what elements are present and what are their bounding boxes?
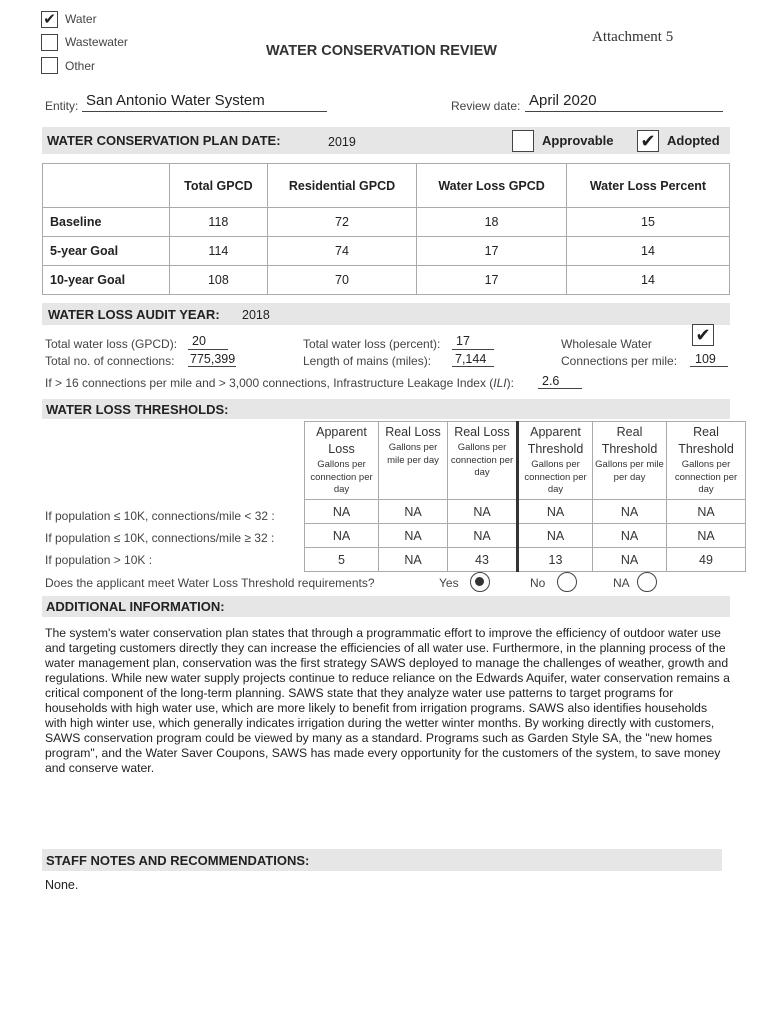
- threshold-question: Does the applicant meet Water Loss Threshold requirements?: [45, 576, 375, 590]
- thr-cell: NA: [593, 500, 667, 524]
- thr-row-label-2: If population ≤ 10K, connections/mile ≥ 32 :: [45, 531, 275, 545]
- gpcd-cell: 70: [267, 266, 416, 295]
- gpcd-cell: 108: [170, 266, 268, 295]
- na-label: NA: [613, 576, 630, 590]
- adopted-checkbox[interactable]: [637, 130, 659, 152]
- thresholds-label: WATER LOSS THRESHOLDS:: [46, 402, 229, 417]
- ili-label: If > 16 connections per mile and > 3,000 connections, Infrastructure Leakage Index (ILI):: [45, 376, 514, 390]
- thr-row-1: [305, 500, 746, 524]
- gpcd-cell: 15: [566, 208, 729, 237]
- conn-per-mile-value: 109: [695, 352, 716, 366]
- thr-cell: NA: [667, 524, 746, 548]
- gpcd-row-label: 5-year Goal: [43, 237, 170, 266]
- yes-radio[interactable]: [470, 572, 490, 592]
- check-icon: ✔: [695, 325, 711, 345]
- mains-underline: [452, 366, 494, 367]
- total-loss-gpcd-label: Total water loss (GPCD):: [45, 337, 178, 351]
- gpcd-table: [42, 163, 730, 295]
- total-loss-pct-underline: [452, 349, 494, 350]
- thr-col-real-loss-conn: Real Loss Gallons per connection per day: [448, 422, 518, 500]
- mains-value: 7,144: [455, 352, 487, 366]
- na-radio[interactable]: [637, 572, 657, 592]
- no-label: No: [530, 576, 546, 590]
- gpcd-cell: 17: [417, 237, 567, 266]
- gpcd-cell: 17: [417, 266, 567, 295]
- gpcd-header-percent: Water Loss Percent: [566, 164, 729, 208]
- thr-cell: NA: [593, 548, 667, 572]
- wholesale-checkbox[interactable]: [692, 324, 714, 346]
- plan-date-value: 2019: [328, 135, 356, 149]
- additional-label: ADDITIONAL INFORMATION:: [46, 599, 225, 614]
- entity-label: Entity:: [45, 99, 79, 113]
- gpcd-row-10year: [43, 266, 730, 295]
- thr-row-label-3: If population > 10K :: [45, 553, 153, 567]
- thr-col-apparent-threshold: Apparent Threshold Gallons per connection per day: [518, 422, 593, 500]
- no-radio[interactable]: [557, 572, 577, 592]
- thr-cell: NA: [518, 500, 593, 524]
- thr-cell: 5: [305, 548, 379, 572]
- mains-label: Length of mains (miles):: [303, 354, 432, 368]
- adopted-label: Adopted: [667, 133, 720, 148]
- gpcd-header-total: Total GPCD: [170, 164, 268, 208]
- gpcd-cell: 118: [170, 208, 268, 237]
- ili-underline: [538, 388, 582, 389]
- thr-col-apparent-loss: Apparent Loss Gallons per connection per day: [305, 422, 379, 500]
- yes-label: Yes: [439, 576, 459, 590]
- other-label: Other: [65, 59, 96, 73]
- thr-col-real-threshold-conn: Real Threshold Gallons per connection per day: [667, 422, 746, 500]
- connections-underline: [188, 366, 236, 367]
- approvable-label: Approvable: [542, 133, 614, 148]
- total-loss-pct-label: Total water loss (percent):: [303, 337, 441, 351]
- entity-value: San Antonio Water System: [86, 92, 265, 109]
- audit-year-value: 2018: [242, 308, 270, 322]
- gpcd-cell: 18: [417, 208, 567, 237]
- connections-value: 775,399: [190, 352, 236, 366]
- thr-row-3: [305, 548, 746, 572]
- thr-cell: 13: [518, 548, 593, 572]
- attachment-label: Attachment 5: [592, 29, 674, 45]
- approvable-checkbox[interactable]: [512, 130, 534, 152]
- thr-col-real-threshold-mile: Real Threshold Gallons per mile per day: [593, 422, 667, 500]
- thresholds-header-row: [305, 422, 746, 500]
- entity-underline: [82, 111, 327, 112]
- thr-cell: NA: [379, 548, 448, 572]
- thresholds-table: [304, 421, 746, 572]
- gpcd-row-baseline: [43, 208, 730, 237]
- thr-cell: NA: [593, 524, 667, 548]
- gpcd-row-5year: [43, 237, 730, 266]
- page-title: WATER CONSERVATION REVIEW: [266, 43, 497, 59]
- wastewater-label: Wastewater: [65, 35, 128, 49]
- audit-year-label: WATER LOSS AUDIT YEAR:: [48, 307, 220, 322]
- staff-label: STAFF NOTES AND RECOMMENDATIONS:: [46, 853, 310, 868]
- connections-label: Total no. of connections:: [45, 354, 175, 368]
- gpcd-cell: 74: [267, 237, 416, 266]
- gpcd-header-residential: Residential GPCD: [267, 164, 416, 208]
- thr-cell: NA: [379, 524, 448, 548]
- thr-col-real-loss-mile: Real Loss Gallons per mile per day: [379, 422, 448, 500]
- plan-date-label: WATER CONSERVATION PLAN DATE:: [47, 133, 281, 148]
- ili-value: 2.6: [542, 374, 560, 388]
- gpcd-header-waterloss: Water Loss GPCD: [417, 164, 567, 208]
- thr-cell: NA: [448, 500, 518, 524]
- check-icon: ✔: [43, 11, 56, 28]
- water-label: Water: [65, 12, 97, 26]
- gpcd-cell: 72: [267, 208, 416, 237]
- review-date-underline: [525, 111, 723, 112]
- gpcd-header-row: [43, 164, 730, 208]
- gpcd-cell: 114: [170, 237, 268, 266]
- radio-dot-icon: [475, 577, 484, 586]
- gpcd-row-label: Baseline: [43, 208, 170, 237]
- gpcd-row-label: 10-year Goal: [43, 266, 170, 295]
- water-checkbox[interactable]: [41, 11, 58, 28]
- thr-cell: NA: [667, 500, 746, 524]
- thr-cell: 43: [448, 548, 518, 572]
- gpcd-header-blank: [43, 164, 170, 208]
- gpcd-cell: 14: [566, 237, 729, 266]
- review-date-value: April 2020: [529, 92, 597, 109]
- thr-cell: NA: [305, 500, 379, 524]
- staff-text: None.: [45, 878, 79, 892]
- wholesale-label: Wholesale Water: [561, 337, 652, 351]
- thr-cell: NA: [448, 524, 518, 548]
- conn-per-mile-label: Connections per mile:: [561, 354, 678, 368]
- review-date-label: Review date:: [451, 99, 521, 113]
- thr-cell: 49: [667, 548, 746, 572]
- conn-per-mile-underline: [690, 366, 728, 367]
- thr-row-label-1: If population ≤ 10K, connections/mile < 32 :: [45, 509, 275, 523]
- wastewater-checkbox[interactable]: [41, 34, 58, 51]
- check-icon: ✔: [640, 131, 656, 151]
- total-loss-gpcd-value: 20: [192, 334, 206, 348]
- other-checkbox[interactable]: [41, 57, 58, 74]
- thr-cell: NA: [518, 524, 593, 548]
- thr-cell: NA: [379, 500, 448, 524]
- additional-text: The system's water conservation plan states that through a programmatic effort to improve the efficiency of outdoor water use and targeting customers directly they can increase the efficiencies of all water use. Furthermore, in the planning process of the water management plan, conservation was the first strategy SAWS deployed to manage the challenges of weather, growth and regulations. While new water supply projects continue to reduce reliance on the Edwards Aquifer, water conservation remains a critical component of the long-term planning. SAWS state that they analyze water use patterns to target programs for households with high water use, which are more likely to benefit from irrigation programs. SAWS also identifies households with high winter use, which generally indicates irrigation during the wetter winter months. By working directly with customers, SAWS conservation program could be viewed by many as a standard. Programs such as Garden Style SA, the "new homes program", and the Water Saver Coupons, SAWS has made every opportunity for the customers of the system, to save money and conserve water.: [45, 626, 730, 775]
- total-loss-gpcd-underline: [188, 349, 228, 350]
- thr-row-2: [305, 524, 746, 548]
- gpcd-cell: 14: [566, 266, 729, 295]
- thr-cell: NA: [305, 524, 379, 548]
- total-loss-pct-value: 17: [456, 334, 470, 348]
